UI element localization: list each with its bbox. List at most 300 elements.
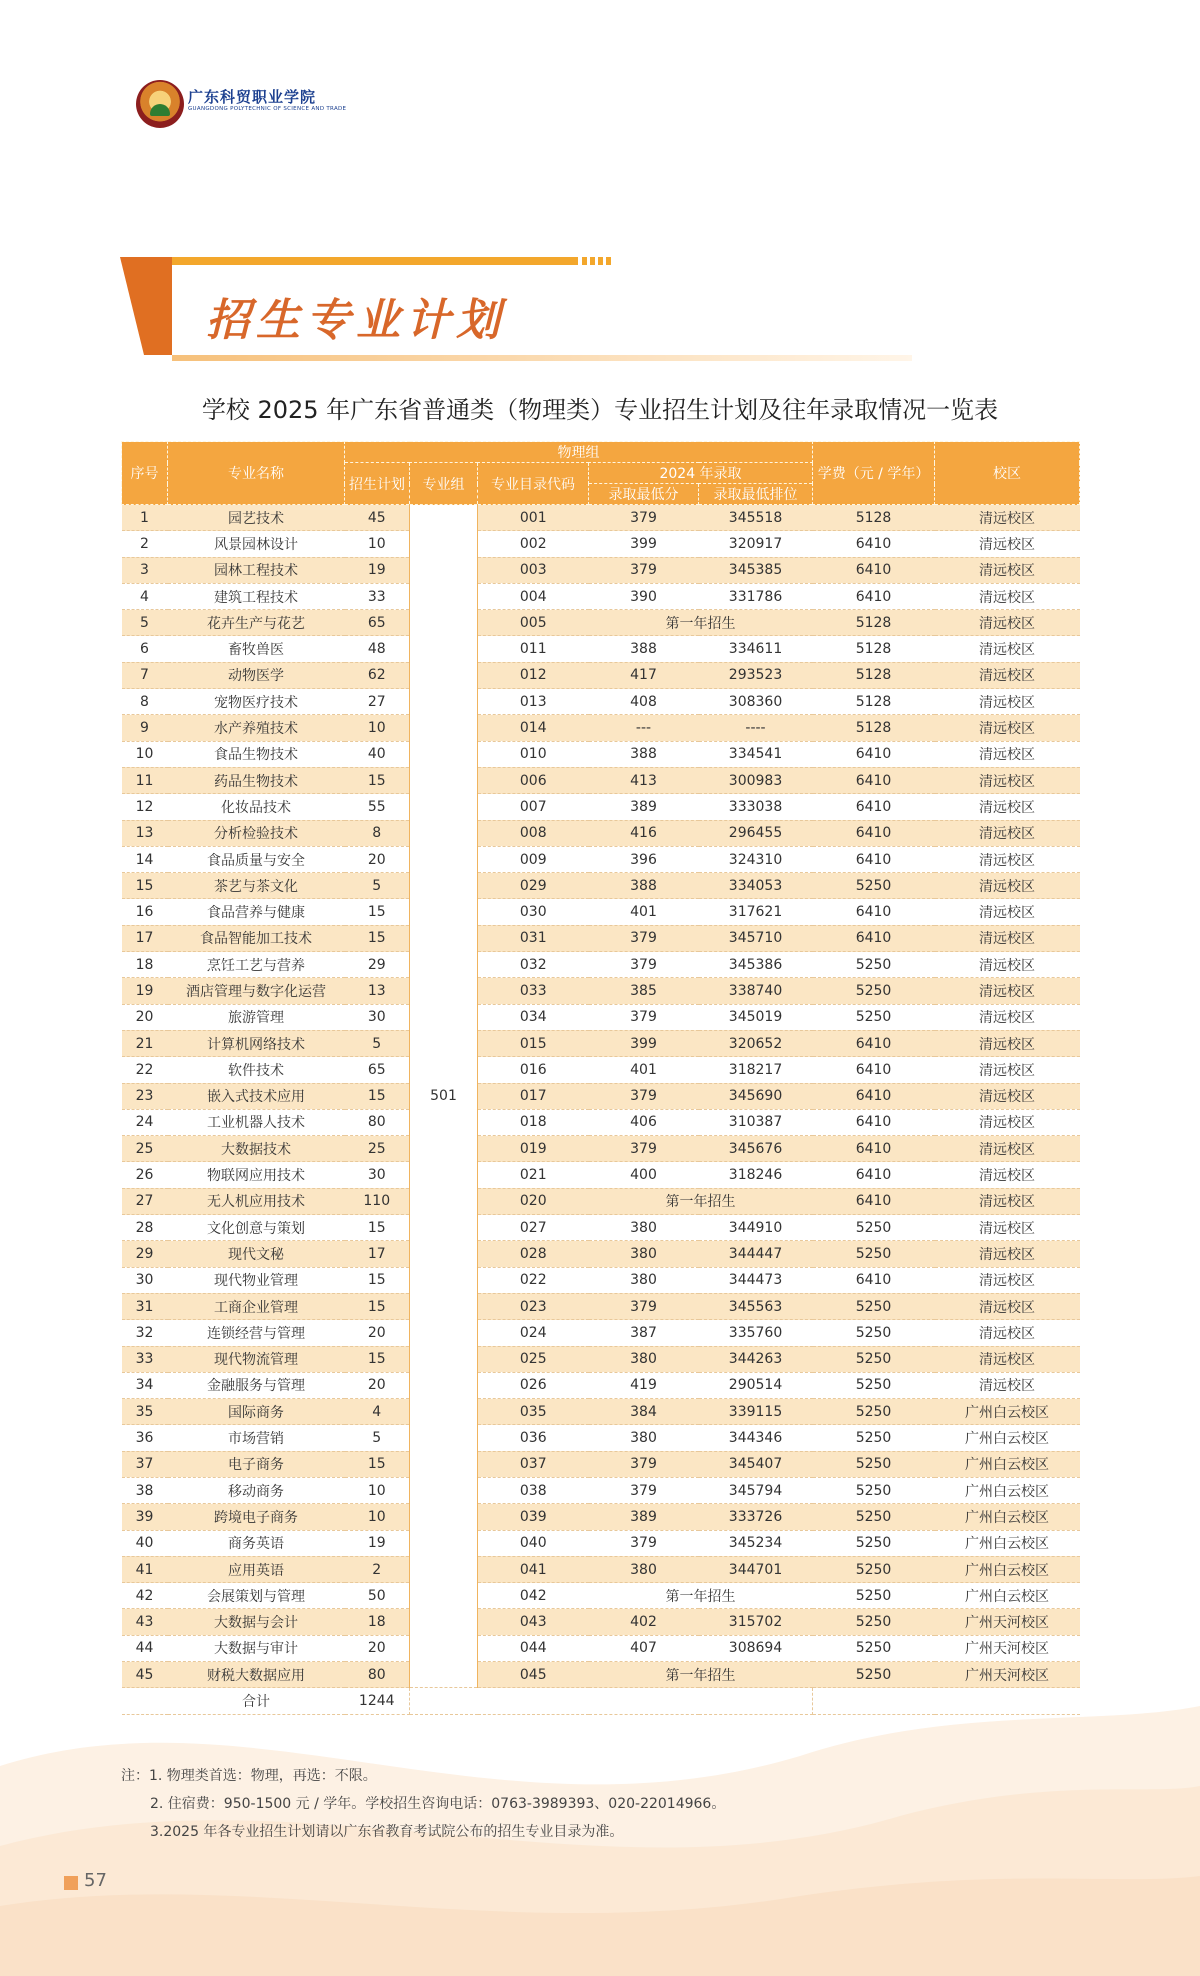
cell-seq: 14 bbox=[122, 846, 168, 872]
header-name: 专业名称 bbox=[168, 442, 345, 505]
cell-campus: 广州白云校区 bbox=[935, 1399, 1080, 1425]
cell-plan: 19 bbox=[345, 1530, 410, 1556]
cell-plan: 20 bbox=[345, 846, 410, 872]
cell-seq: 16 bbox=[122, 899, 168, 925]
cell-seq: 22 bbox=[122, 1057, 168, 1083]
table-row bbox=[122, 873, 1080, 899]
cell-campus: 清远校区 bbox=[935, 715, 1080, 741]
header-plan: 招生计划 bbox=[345, 463, 410, 505]
table-row bbox=[122, 1083, 1080, 1109]
cell-campus: 清远校区 bbox=[935, 1109, 1080, 1135]
cell-campus: 清远校区 bbox=[935, 741, 1080, 767]
cell-plan: 10 bbox=[345, 531, 410, 557]
cell-fee: 5250 bbox=[813, 1320, 935, 1346]
cell-fee: 5128 bbox=[813, 662, 935, 688]
cell-plan: 20 bbox=[345, 1372, 410, 1398]
cell-fee: 5250 bbox=[813, 1425, 935, 1451]
cell-fee: 6410 bbox=[813, 1136, 935, 1162]
cell-seq: 36 bbox=[122, 1425, 168, 1451]
table-row bbox=[122, 1662, 1080, 1688]
cell-seq: 18 bbox=[122, 952, 168, 978]
cell-fee: 5250 bbox=[813, 1004, 935, 1030]
cell-major-name: 工业机器人技术 bbox=[168, 1109, 345, 1135]
cell-code: 028 bbox=[478, 1241, 589, 1267]
cell-plan: 4 bbox=[345, 1399, 410, 1425]
table-row bbox=[122, 1372, 1080, 1398]
cell-min-score: 379 bbox=[589, 1293, 699, 1319]
cell-seq: 43 bbox=[122, 1609, 168, 1635]
cell-code: 008 bbox=[478, 820, 589, 846]
cell-min-rank: 318246 bbox=[699, 1162, 813, 1188]
cell-min-rank: 318217 bbox=[699, 1057, 813, 1083]
page-marker bbox=[64, 1876, 78, 1890]
cell-min-rank: 317621 bbox=[699, 899, 813, 925]
cell-seq: 31 bbox=[122, 1293, 168, 1319]
cell-fee: 5250 bbox=[813, 1372, 935, 1398]
cell-fee: 5250 bbox=[813, 978, 935, 1004]
cell-campus: 清远校区 bbox=[935, 1215, 1080, 1241]
cell-major-name: 风景园林设计 bbox=[168, 531, 345, 557]
cell-min-score: 399 bbox=[589, 531, 699, 557]
cell-fee: 6410 bbox=[813, 925, 935, 951]
cell-code: 018 bbox=[478, 1109, 589, 1135]
cell-major-name: 食品质量与安全 bbox=[168, 846, 345, 872]
table-row bbox=[122, 1188, 1080, 1214]
table-row bbox=[122, 1162, 1080, 1188]
cell-major-name: 食品营养与健康 bbox=[168, 899, 345, 925]
cell-code: 009 bbox=[478, 846, 589, 872]
cell-seq: 38 bbox=[122, 1477, 168, 1503]
cell-major-name: 花卉生产与花艺 bbox=[168, 610, 345, 636]
cell-min-score: 413 bbox=[589, 767, 699, 793]
cell-major-name: 文化创意与策划 bbox=[168, 1215, 345, 1241]
cell-min-score: 379 bbox=[589, 557, 699, 583]
cell-seq: 32 bbox=[122, 1320, 168, 1346]
cell-campus: 清远校区 bbox=[935, 610, 1080, 636]
cell-major-name: 烹饪工艺与营养 bbox=[168, 952, 345, 978]
cell-major-name: 旅游管理 bbox=[168, 1004, 345, 1030]
cell-campus: 清远校区 bbox=[935, 1241, 1080, 1267]
cell-seq: 25 bbox=[122, 1136, 168, 1162]
cell-fee: 5250 bbox=[813, 873, 935, 899]
cell-min-score: 399 bbox=[589, 1030, 699, 1056]
table-row bbox=[122, 636, 1080, 662]
cell-fee: 6410 bbox=[813, 741, 935, 767]
table-row bbox=[122, 1293, 1080, 1319]
cell-plan: 15 bbox=[345, 899, 410, 925]
cell-code: 022 bbox=[478, 1267, 589, 1293]
cell-fee: 5250 bbox=[813, 1215, 935, 1241]
total-label: 合计 bbox=[168, 1688, 345, 1714]
header-physics-group: 物理组 bbox=[345, 442, 813, 463]
cell-min-score: 380 bbox=[589, 1267, 699, 1293]
cell-seq: 3 bbox=[122, 557, 168, 583]
cell-code: 003 bbox=[478, 557, 589, 583]
cell-min-rank: 345676 bbox=[699, 1136, 813, 1162]
cell-seq: 41 bbox=[122, 1556, 168, 1582]
cell-fee: 6410 bbox=[813, 1267, 935, 1293]
cell-fee: 6410 bbox=[813, 1109, 935, 1135]
cell-min-rank: 315702 bbox=[699, 1609, 813, 1635]
note-3: 3.2025 年各专业招生计划请以广东省教育考试院公布的招生专业目录为准。 bbox=[150, 1824, 624, 1840]
table-row bbox=[122, 1451, 1080, 1477]
cell-min-score: 401 bbox=[589, 1057, 699, 1083]
cell-campus: 广州天河校区 bbox=[935, 1609, 1080, 1635]
table-row bbox=[122, 1583, 1080, 1609]
cell-seq: 13 bbox=[122, 820, 168, 846]
cell-min-score: 389 bbox=[589, 794, 699, 820]
cell-code: 045 bbox=[478, 1662, 589, 1688]
header-admission-2024: 2024 年录取 bbox=[589, 463, 813, 484]
cell-major-name: 大数据与审计 bbox=[168, 1635, 345, 1661]
cell-major-name: 建筑工程技术 bbox=[168, 583, 345, 609]
cell-campus: 清远校区 bbox=[935, 1136, 1080, 1162]
cell-seq: 42 bbox=[122, 1583, 168, 1609]
table-row bbox=[122, 1004, 1080, 1030]
cell-fee: 5250 bbox=[813, 1293, 935, 1319]
cell-fee: 5128 bbox=[813, 610, 935, 636]
table-row bbox=[122, 610, 1080, 636]
cell-code: 037 bbox=[478, 1451, 589, 1477]
cell-plan: 80 bbox=[345, 1109, 410, 1135]
cell-campus: 清远校区 bbox=[935, 1083, 1080, 1109]
cell-min-score: 379 bbox=[589, 1136, 699, 1162]
cell-plan: 15 bbox=[345, 1083, 410, 1109]
cell-code: 006 bbox=[478, 767, 589, 793]
header-code: 专业目录代码 bbox=[478, 463, 589, 505]
cell-min-score: 379 bbox=[589, 505, 699, 531]
table-row bbox=[122, 531, 1080, 557]
cell-seq: 23 bbox=[122, 1083, 168, 1109]
table-row bbox=[122, 1635, 1080, 1661]
note-2: 2. 住宿费：950-1500 元 / 学年。学校招生咨询电话：0763-3989393、020-22014966。 bbox=[150, 1796, 726, 1812]
cell-seq: 24 bbox=[122, 1109, 168, 1135]
cell-first-year-note: 第一年招生 bbox=[589, 610, 813, 636]
header-min-score: 录取最低分 bbox=[589, 484, 699, 505]
cell-fee: 5250 bbox=[813, 1662, 935, 1688]
cell-fee: 5250 bbox=[813, 1399, 935, 1425]
cell-campus: 清远校区 bbox=[935, 1320, 1080, 1346]
cell-campus: 广州白云校区 bbox=[935, 1583, 1080, 1609]
cell-campus: 清远校区 bbox=[935, 846, 1080, 872]
cell-major-name: 园艺技术 bbox=[168, 505, 345, 531]
cell-min-score: 388 bbox=[589, 741, 699, 767]
cell-fee: 5250 bbox=[813, 1530, 935, 1556]
cell-campus: 清远校区 bbox=[935, 1346, 1080, 1372]
cell-min-score: 380 bbox=[589, 1556, 699, 1582]
cell-code: 033 bbox=[478, 978, 589, 1004]
cell-code: 005 bbox=[478, 610, 589, 636]
cell-min-score: 379 bbox=[589, 1451, 699, 1477]
cell-code: 042 bbox=[478, 1583, 589, 1609]
table-row bbox=[122, 1215, 1080, 1241]
cell-major-name: 工商企业管理 bbox=[168, 1293, 345, 1319]
cell-fee: 6410 bbox=[813, 1057, 935, 1083]
cell-campus: 广州白云校区 bbox=[935, 1556, 1080, 1582]
cell-min-score: 380 bbox=[589, 1241, 699, 1267]
cell-min-score: --- bbox=[589, 715, 699, 741]
cell-major-name: 大数据与会计 bbox=[168, 1609, 345, 1635]
table-row bbox=[122, 899, 1080, 925]
cell-min-rank: 344263 bbox=[699, 1346, 813, 1372]
cell-major-name: 会展策划与管理 bbox=[168, 1583, 345, 1609]
cell-first-year-note: 第一年招生 bbox=[589, 1188, 813, 1214]
cell-min-rank: 345690 bbox=[699, 1083, 813, 1109]
cell-seq: 21 bbox=[122, 1030, 168, 1056]
cell-plan: 15 bbox=[345, 1451, 410, 1477]
cell-plan: 10 bbox=[345, 1504, 410, 1530]
cell-campus: 广州白云校区 bbox=[935, 1504, 1080, 1530]
cell-min-score: 384 bbox=[589, 1399, 699, 1425]
cell-seq: 7 bbox=[122, 662, 168, 688]
cell-major-name: 移动商务 bbox=[168, 1477, 345, 1503]
cell-plan: 19 bbox=[345, 557, 410, 583]
cell-min-rank: 334541 bbox=[699, 741, 813, 767]
cell-min-score: 390 bbox=[589, 583, 699, 609]
cell-campus: 清远校区 bbox=[935, 1162, 1080, 1188]
cell-fee: 6410 bbox=[813, 1188, 935, 1214]
cell-plan: 50 bbox=[345, 1583, 410, 1609]
cell-plan: 17 bbox=[345, 1241, 410, 1267]
table-row bbox=[122, 1556, 1080, 1582]
table-row bbox=[122, 1530, 1080, 1556]
cell-plan: 110 bbox=[345, 1188, 410, 1214]
cell-empty bbox=[122, 1688, 168, 1714]
cell-code: 025 bbox=[478, 1346, 589, 1372]
cell-min-rank: 334611 bbox=[699, 636, 813, 662]
cell-seq: 2 bbox=[122, 531, 168, 557]
cell-code: 015 bbox=[478, 1030, 589, 1056]
cell-fee: 5128 bbox=[813, 505, 935, 531]
cell-min-score: 400 bbox=[589, 1162, 699, 1188]
school-logo-icon bbox=[136, 80, 184, 128]
cell-min-score: 416 bbox=[589, 820, 699, 846]
cell-campus: 清远校区 bbox=[935, 1372, 1080, 1398]
cell-campus: 清远校区 bbox=[935, 978, 1080, 1004]
cell-min-rank: 345794 bbox=[699, 1477, 813, 1503]
cell-seq: 45 bbox=[122, 1662, 168, 1688]
cell-major-name: 金融服务与管理 bbox=[168, 1372, 345, 1398]
cell-plan: 15 bbox=[345, 1215, 410, 1241]
table-row bbox=[122, 925, 1080, 951]
cell-min-rank: 344473 bbox=[699, 1267, 813, 1293]
cell-major-name: 嵌入式技术应用 bbox=[168, 1083, 345, 1109]
cell-seq: 40 bbox=[122, 1530, 168, 1556]
cell-min-score: 379 bbox=[589, 925, 699, 951]
cell-seq: 20 bbox=[122, 1004, 168, 1030]
cell-min-rank: 333726 bbox=[699, 1504, 813, 1530]
cell-major-name: 食品智能加工技术 bbox=[168, 925, 345, 951]
cell-fee: 5250 bbox=[813, 1583, 935, 1609]
cell-campus: 清远校区 bbox=[935, 531, 1080, 557]
cell-major-name: 无人机应用技术 bbox=[168, 1188, 345, 1214]
cell-seq: 1 bbox=[122, 505, 168, 531]
cell-code: 023 bbox=[478, 1293, 589, 1319]
cell-plan: 2 bbox=[345, 1556, 410, 1582]
cell-code: 017 bbox=[478, 1083, 589, 1109]
table-row bbox=[122, 1136, 1080, 1162]
cell-code: 031 bbox=[478, 925, 589, 951]
cell-seq: 9 bbox=[122, 715, 168, 741]
table-row bbox=[122, 1504, 1080, 1530]
cell-fee: 5250 bbox=[813, 1477, 935, 1503]
cell-plan: 30 bbox=[345, 1004, 410, 1030]
page-number: 57 bbox=[84, 1870, 107, 1891]
cell-campus: 清远校区 bbox=[935, 925, 1080, 951]
cell-campus: 清远校区 bbox=[935, 1267, 1080, 1293]
header-seq: 序号 bbox=[122, 442, 168, 505]
cell-campus: 广州白云校区 bbox=[935, 1477, 1080, 1503]
cell-campus: 清远校区 bbox=[935, 1293, 1080, 1319]
cell-min-rank: 308694 bbox=[699, 1635, 813, 1661]
cell-min-score: 408 bbox=[589, 689, 699, 715]
cell-min-score: 379 bbox=[589, 952, 699, 978]
cell-plan: 5 bbox=[345, 873, 410, 899]
cell-min-rank: 333038 bbox=[699, 794, 813, 820]
cell-fee: 6410 bbox=[813, 583, 935, 609]
cell-seq: 4 bbox=[122, 583, 168, 609]
header-campus: 校区 bbox=[935, 442, 1080, 505]
table-row bbox=[122, 557, 1080, 583]
cell-plan: 18 bbox=[345, 1609, 410, 1635]
cell-min-rank: 345710 bbox=[699, 925, 813, 951]
cell-min-rank: 335760 bbox=[699, 1320, 813, 1346]
school-name-cn: 广东科贸职业学院 bbox=[188, 88, 317, 106]
cell-code: 039 bbox=[478, 1504, 589, 1530]
table-row bbox=[122, 1267, 1080, 1293]
table-row bbox=[122, 1030, 1080, 1056]
cell-code: 011 bbox=[478, 636, 589, 662]
cell-min-rank: 338740 bbox=[699, 978, 813, 1004]
cell-campus: 清远校区 bbox=[935, 1030, 1080, 1056]
cell-min-rank: 345407 bbox=[699, 1451, 813, 1477]
cell-code: 041 bbox=[478, 1556, 589, 1582]
cell-min-score: 407 bbox=[589, 1635, 699, 1661]
section-title: 招生专业计划 bbox=[206, 295, 506, 346]
cell-seq: 28 bbox=[122, 1215, 168, 1241]
table-row bbox=[122, 505, 1080, 531]
cell-campus: 广州白云校区 bbox=[935, 1451, 1080, 1477]
cell-major-name: 园林工程技术 bbox=[168, 557, 345, 583]
cell-major-name: 跨境电子商务 bbox=[168, 1504, 345, 1530]
cell-fee: 5250 bbox=[813, 1609, 935, 1635]
admission-plan-table bbox=[121, 441, 1080, 1715]
cell-seq: 37 bbox=[122, 1451, 168, 1477]
cell-code: 029 bbox=[478, 873, 589, 899]
cell-campus: 清远校区 bbox=[935, 583, 1080, 609]
table-row bbox=[122, 1477, 1080, 1503]
cell-plan: 33 bbox=[345, 583, 410, 609]
notes bbox=[121, 1762, 725, 1846]
cell-plan: 65 bbox=[345, 1057, 410, 1083]
cell-min-score: 406 bbox=[589, 1109, 699, 1135]
cell-min-score: 417 bbox=[589, 662, 699, 688]
cell-seq: 35 bbox=[122, 1399, 168, 1425]
cell-min-rank: 331786 bbox=[699, 583, 813, 609]
cell-campus: 清远校区 bbox=[935, 820, 1080, 846]
cell-fee: 6410 bbox=[813, 1083, 935, 1109]
cell-major-name: 应用英语 bbox=[168, 1556, 345, 1582]
cell-min-rank: ---- bbox=[699, 715, 813, 741]
cell-min-rank: 300983 bbox=[699, 767, 813, 793]
cell-seq: 19 bbox=[122, 978, 168, 1004]
cell-code: 002 bbox=[478, 531, 589, 557]
cell-plan: 13 bbox=[345, 978, 410, 1004]
cell-seq: 5 bbox=[122, 610, 168, 636]
cell-fee: 6410 bbox=[813, 767, 935, 793]
cell-min-score: 379 bbox=[589, 1004, 699, 1030]
cell-code: 014 bbox=[478, 715, 589, 741]
cell-plan: 15 bbox=[345, 1346, 410, 1372]
cell-fee: 6410 bbox=[813, 557, 935, 583]
cell-plan: 8 bbox=[345, 820, 410, 846]
cell-code: 032 bbox=[478, 952, 589, 978]
cell-min-score: 401 bbox=[589, 899, 699, 925]
cell-plan: 15 bbox=[345, 767, 410, 793]
cell-campus: 清远校区 bbox=[935, 1188, 1080, 1214]
cell-plan: 65 bbox=[345, 610, 410, 636]
cell-min-rank: 320652 bbox=[699, 1030, 813, 1056]
cell-fee: 5250 bbox=[813, 1451, 935, 1477]
cell-seq: 30 bbox=[122, 1267, 168, 1293]
cell-major-name: 酒店管理与数字化运营 bbox=[168, 978, 345, 1004]
cell-major-group: 501 bbox=[410, 505, 478, 1688]
header-min-rank: 录取最低排位 bbox=[699, 484, 813, 505]
cell-code: 038 bbox=[478, 1477, 589, 1503]
table-row bbox=[122, 978, 1080, 1004]
cell-min-score: 388 bbox=[589, 873, 699, 899]
cell-major-name: 畜牧兽医 bbox=[168, 636, 345, 662]
cell-campus: 广州白云校区 bbox=[935, 1530, 1080, 1556]
cell-campus: 清远校区 bbox=[935, 1057, 1080, 1083]
cell-seq: 27 bbox=[122, 1188, 168, 1214]
cell-seq: 10 bbox=[122, 741, 168, 767]
table-row bbox=[122, 741, 1080, 767]
cell-min-rank: 345385 bbox=[699, 557, 813, 583]
cell-fee: 5250 bbox=[813, 1346, 935, 1372]
cell-min-score: 387 bbox=[589, 1320, 699, 1346]
cell-fee: 5128 bbox=[813, 636, 935, 662]
cell-major-name: 水产养殖技术 bbox=[168, 715, 345, 741]
cell-plan: 25 bbox=[345, 1136, 410, 1162]
cell-code: 021 bbox=[478, 1162, 589, 1188]
cell-campus: 清远校区 bbox=[935, 689, 1080, 715]
cell-min-score: 396 bbox=[589, 846, 699, 872]
cell-plan: 15 bbox=[345, 925, 410, 951]
cell-plan: 29 bbox=[345, 952, 410, 978]
cell-major-name: 现代物业管理 bbox=[168, 1267, 345, 1293]
cell-code: 020 bbox=[478, 1188, 589, 1214]
cell-min-rank: 334053 bbox=[699, 873, 813, 899]
cell-min-score: 388 bbox=[589, 636, 699, 662]
cell-fee: 6410 bbox=[813, 1030, 935, 1056]
cell-code: 001 bbox=[478, 505, 589, 531]
table-row bbox=[122, 846, 1080, 872]
cell-seq: 33 bbox=[122, 1346, 168, 1372]
cell-fee: 5250 bbox=[813, 1635, 935, 1661]
cell-fee: 6410 bbox=[813, 1162, 935, 1188]
cell-min-rank: 296455 bbox=[699, 820, 813, 846]
cell-min-rank: 344701 bbox=[699, 1556, 813, 1582]
table-row bbox=[122, 820, 1080, 846]
cell-plan: 45 bbox=[345, 505, 410, 531]
cell-plan: 48 bbox=[345, 636, 410, 662]
cell-major-name: 宠物医疗技术 bbox=[168, 689, 345, 715]
cell-code: 027 bbox=[478, 1215, 589, 1241]
cell-min-rank: 345019 bbox=[699, 1004, 813, 1030]
cell-campus: 清远校区 bbox=[935, 505, 1080, 531]
total-plan: 1244 bbox=[345, 1688, 410, 1714]
